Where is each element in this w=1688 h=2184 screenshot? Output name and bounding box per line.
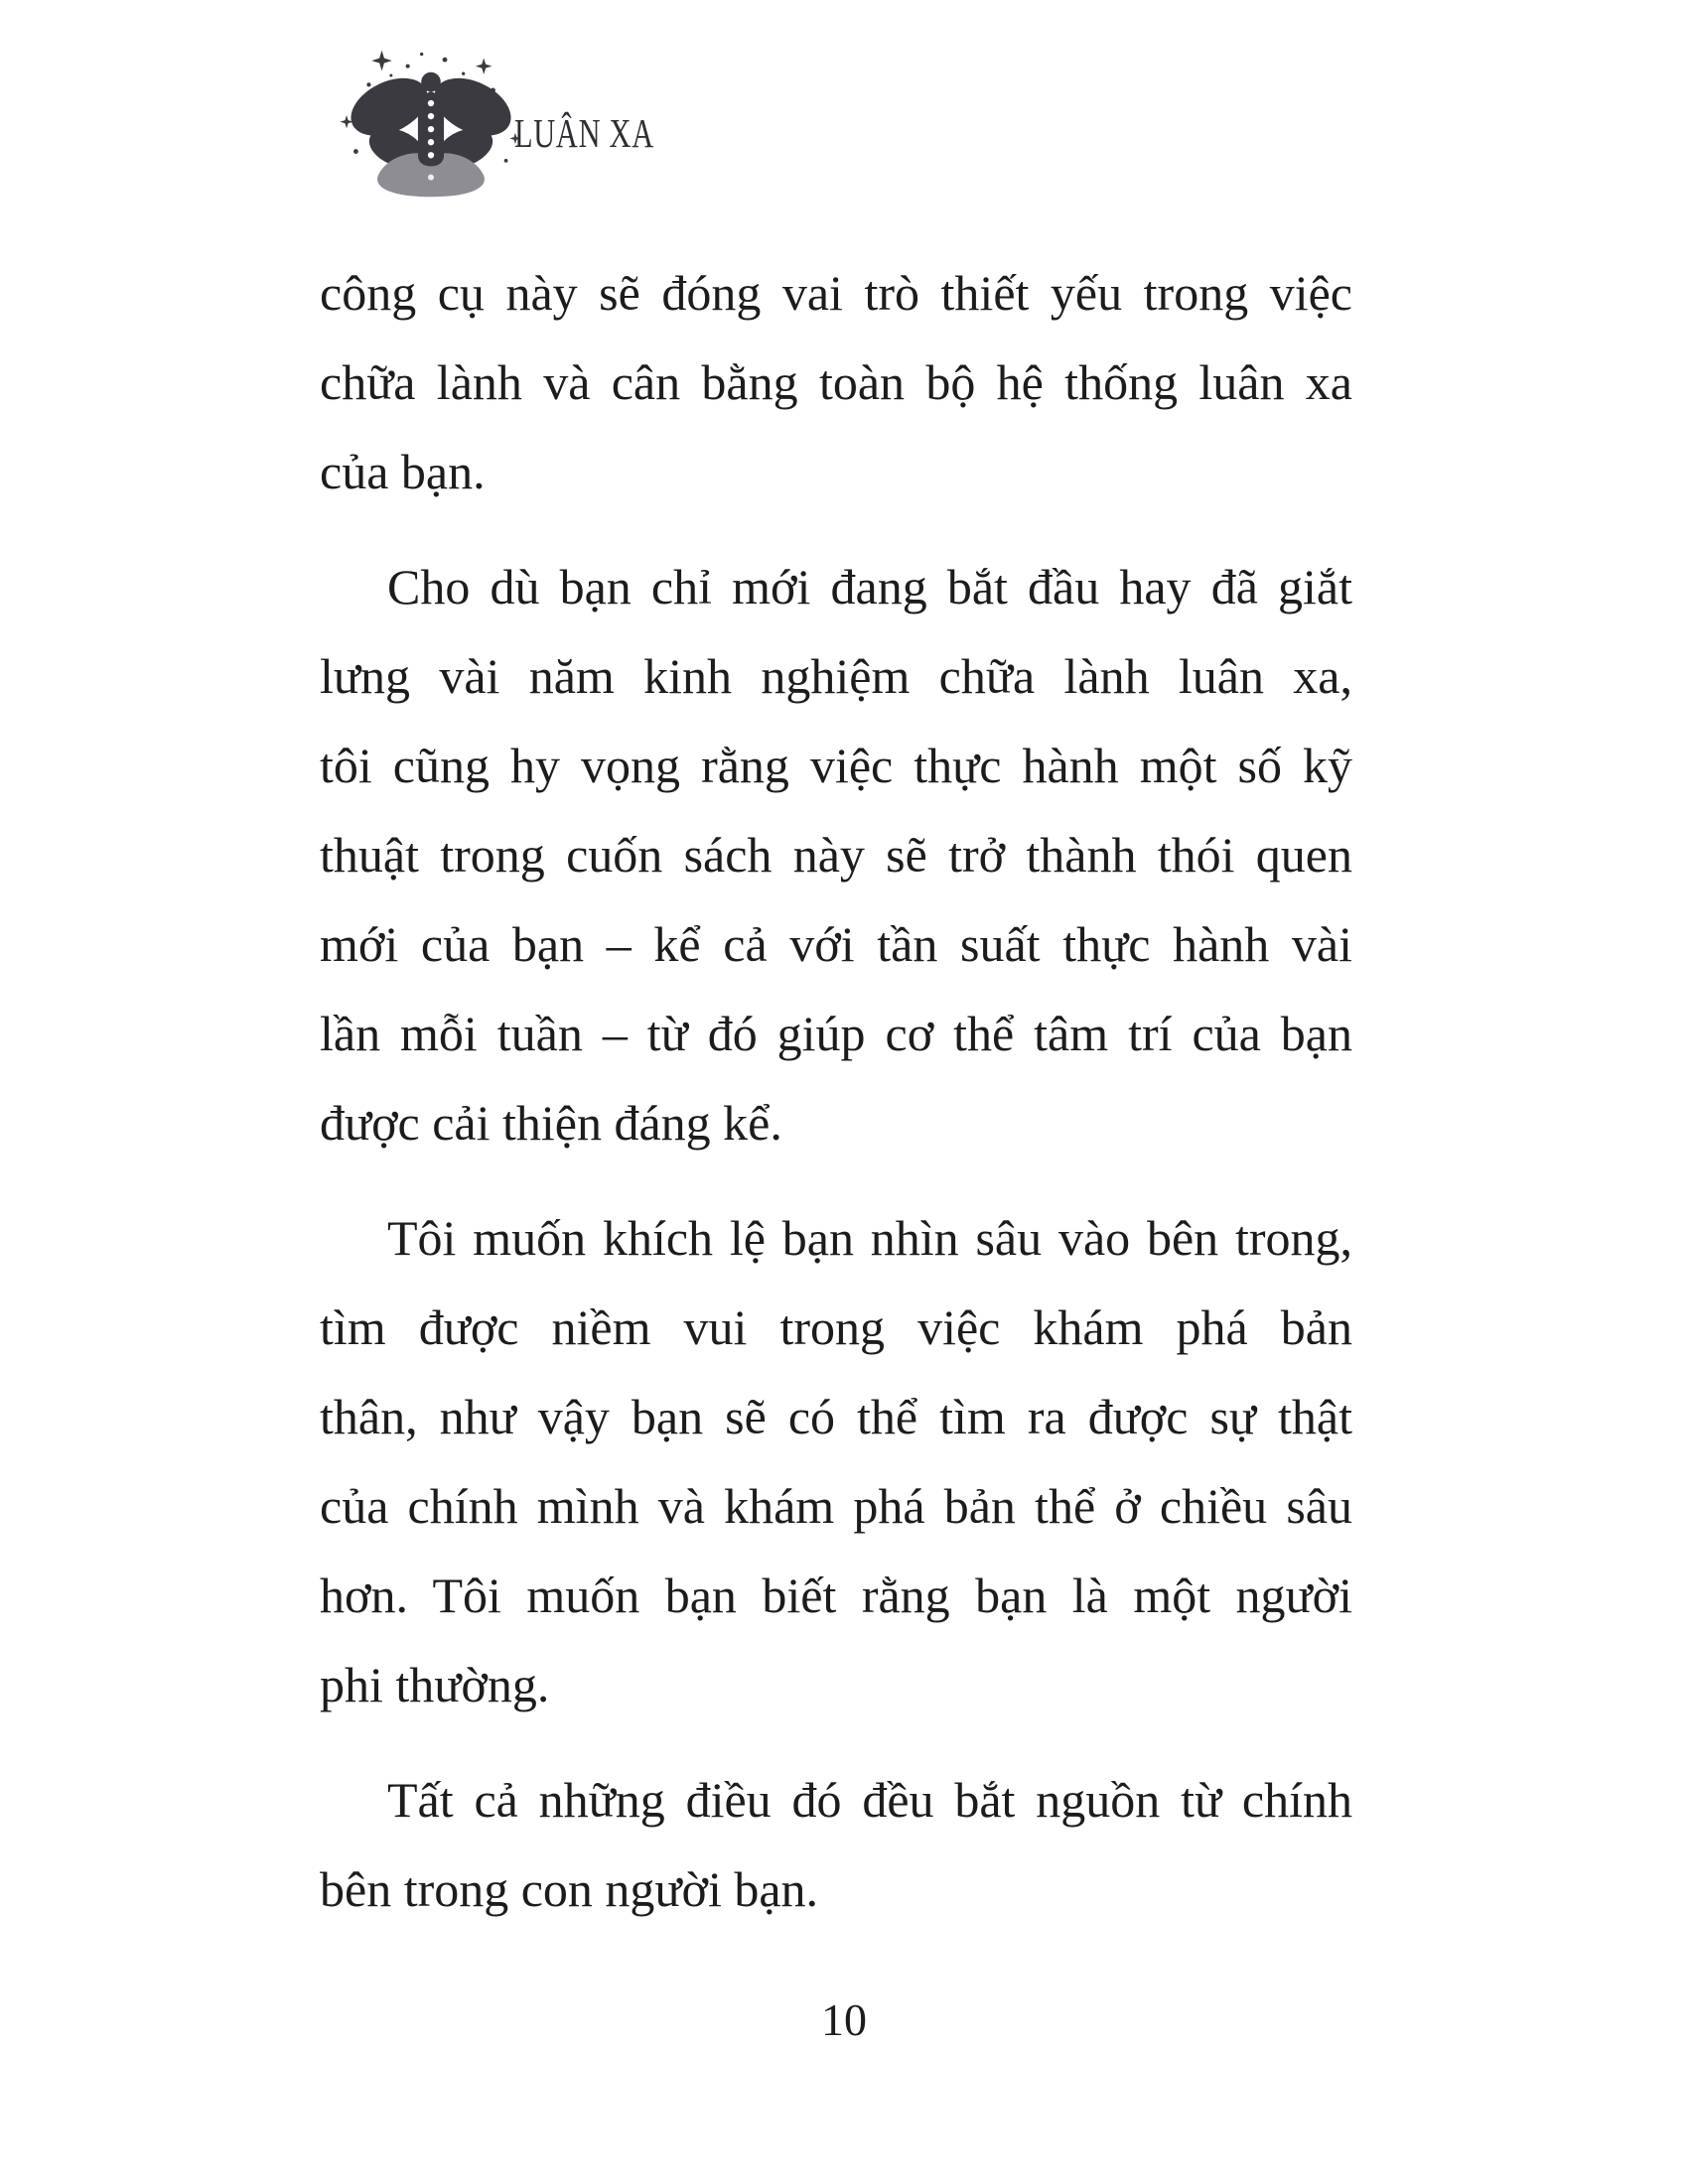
text-line: của chính mình và khám phá bản thể ở chiều sâu bbox=[320, 1478, 1352, 1534]
text-line: lần mỗi tuần – từ đó giúp cơ thể tâm trí của bạn bbox=[320, 1006, 1352, 1061]
text-line: Tôi muốn khích lệ bạn nhìn sâu vào bên trong, bbox=[387, 1210, 1352, 1266]
paragraph bbox=[320, 542, 1352, 1167]
chakra-butterfly-logo-icon bbox=[334, 48, 528, 214]
text-line: tôi cũng hy vọng rằng việc thực hành một số kỹ bbox=[320, 738, 1352, 793]
text-line: lưng vài năm kinh nghiệm chữa lành luân xa, bbox=[320, 648, 1352, 704]
body-text bbox=[320, 248, 1352, 1934]
text-line: được cải thiện đáng kể. bbox=[320, 1095, 782, 1151]
text-line: Tất cả những điều đó đều bắt nguồn từ chính bbox=[387, 1772, 1352, 1828]
text-line: hơn. Tôi muốn bạn biết rằng bạn là một người bbox=[320, 1568, 1352, 1623]
page-header bbox=[334, 48, 703, 214]
text-line: công cụ này sẽ đóng vai trò thiết yếu trong việc bbox=[320, 265, 1352, 321]
text-line: mới của bạn – kể cả với tần suất thực hành vài bbox=[320, 916, 1352, 972]
text-line: thân, như vậy bạn sẽ có thể tìm ra được sự thật bbox=[320, 1389, 1352, 1444]
text-line: phi thường. bbox=[320, 1657, 550, 1712]
brand-title: LUÂN XA bbox=[514, 110, 654, 156]
text-line: của bạn. bbox=[320, 444, 486, 499]
text-line: tìm được niềm vui trong việc khám phá bản bbox=[320, 1299, 1352, 1355]
text-line: thuật trong cuốn sách này sẽ trở thành thói quen bbox=[320, 827, 1352, 883]
paragraph bbox=[320, 1755, 1352, 1934]
page-number: 10 bbox=[821, 1994, 867, 2045]
text-line: chữa lành và cân bằng toàn bộ hệ thống luân xa bbox=[320, 354, 1352, 410]
text-line: Cho dù bạn chỉ mới đang bắt đầu hay đã giắt bbox=[387, 559, 1352, 614]
text-line: bên trong con người bạn. bbox=[320, 1861, 819, 1917]
paragraph bbox=[320, 248, 1352, 516]
paragraph bbox=[320, 1193, 1352, 1729]
